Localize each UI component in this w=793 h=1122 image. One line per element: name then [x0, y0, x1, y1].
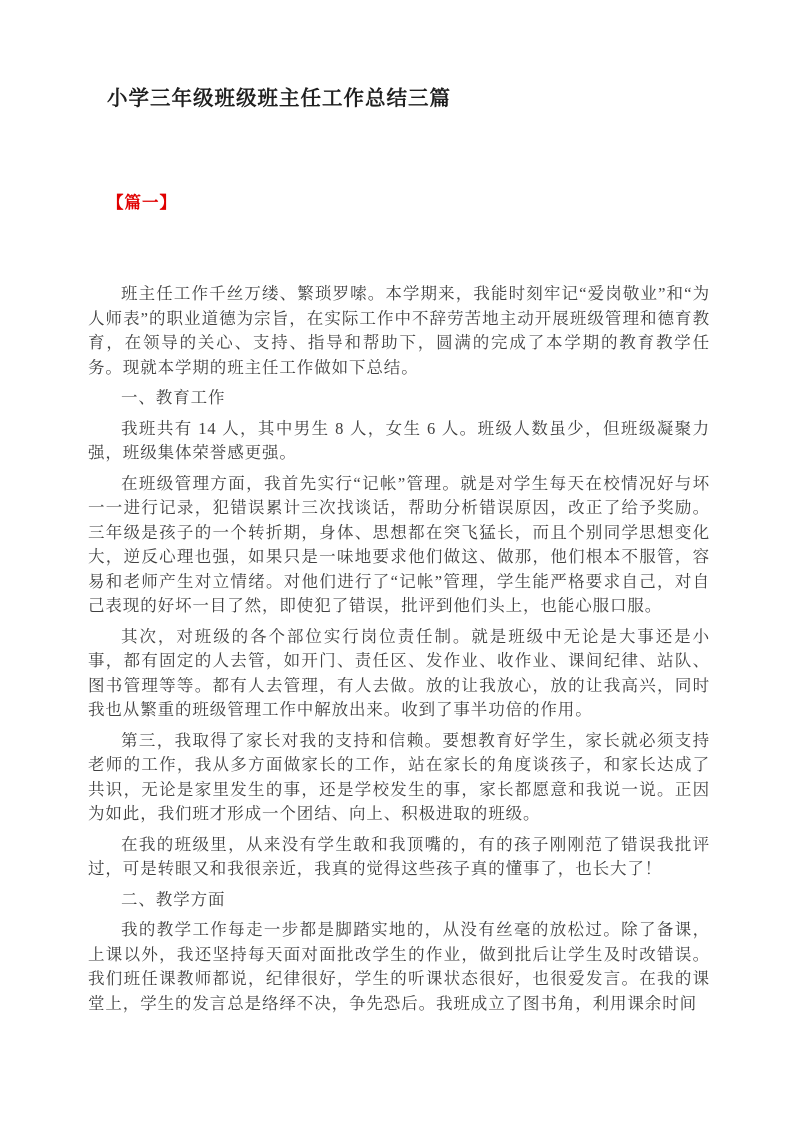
section-heading: 一、教育工作 — [121, 388, 226, 407]
paragraph: 在班级管理方面，我首先实行“记帐”管理。就是对学生每天在校情况好与坏一一进行记录，犯错误累计三次找谈话，帮助分析错误原因，改正了给予奖励。三年级是孩子的一个转折期，身体、思想都在突飞猛长，而且个别同学思想变化大，逆反心理也强，如果只是一味地要求他们做这、做那，他们根本不服管，容易和老师产生对立情绪。对他们进行了“记帐”管理，学生能严格要求自己，对自己表现的好坏一目了然，即使犯了错误，批评到他们头上，也能心服口服。 — [88, 473, 710, 615]
document-title: 小学三年级班级班主任工作总结三篇 — [107, 88, 451, 110]
document-body — [88, 282, 710, 1016]
paragraph: 其次，对班级的各个部位实行岗位责任制。就是班级中无论是大事还是小事，都有固定的人去管，如开门、责任区、发作业、收作业、课间纪律、站队、图书管理等等。都有人去管理，有人去做。放的让我放心，放的让我高兴，同时我也从繁重的班级管理工作中解放出来。收到了事半功倍的作用。 — [88, 626, 710, 719]
section-heading: 二、教学方面 — [121, 889, 226, 909]
paragraph: 在我的班级里，从来没有学生敢和我顶嘴的，有的孩子刚刚范了错误我批评过，可是转眼又和我很亲近，我真的觉得这些孩子真的懂事了，也长大了！ — [88, 834, 710, 878]
part-one-heading: 【篇一】 — [107, 193, 177, 212]
paragraph: 第三，我取得了家长对我的支持和信赖。要想教育好学生，家长就必须支持老师的工作，我从多方面做家长的工作，站在家长的角度谈孩子，和家长达成了共识，无论是家里发生的事，还是学校发生的事，家长都愿意和我说一说。正因为如此，我们班才形成一个团结、向上、积极进取的班级。 — [88, 730, 710, 823]
paragraph: 我的教学工作每走一步都是脚踏实地的，从没有丝毫的放松过。除了备课，上课以外，我还坚持每天面对面批改学生的作业，做到批后让学生及时改错误。我们班任课教师都说，纪律很好，学生的听课状态很好，也很爱发言。在我的课堂上，学生的发言总是络绎不决，争先恐后。我班成立了图书角，利用课余时间 — [88, 920, 710, 1013]
paragraph: 我班共有 14 人，其中男生 8 人，女生 6 人。班级人数虽少，但班级凝聚力强，班级集体荣誉感更强。 — [88, 418, 710, 462]
paragraph: 班主任工作千丝万缕、繁琐罗嗦。本学期来，我能时刻牢记“爱岗敬业”和“为人师表”的职业道德为宗旨，在实际工作中不辞劳苦地主动开展班级管理和德育教育，在领导的关心、支持、指导和帮助下，圆满的完成了本学期的教育教学任务。现就本学期的班主任工作做如下总结。 — [88, 284, 710, 377]
